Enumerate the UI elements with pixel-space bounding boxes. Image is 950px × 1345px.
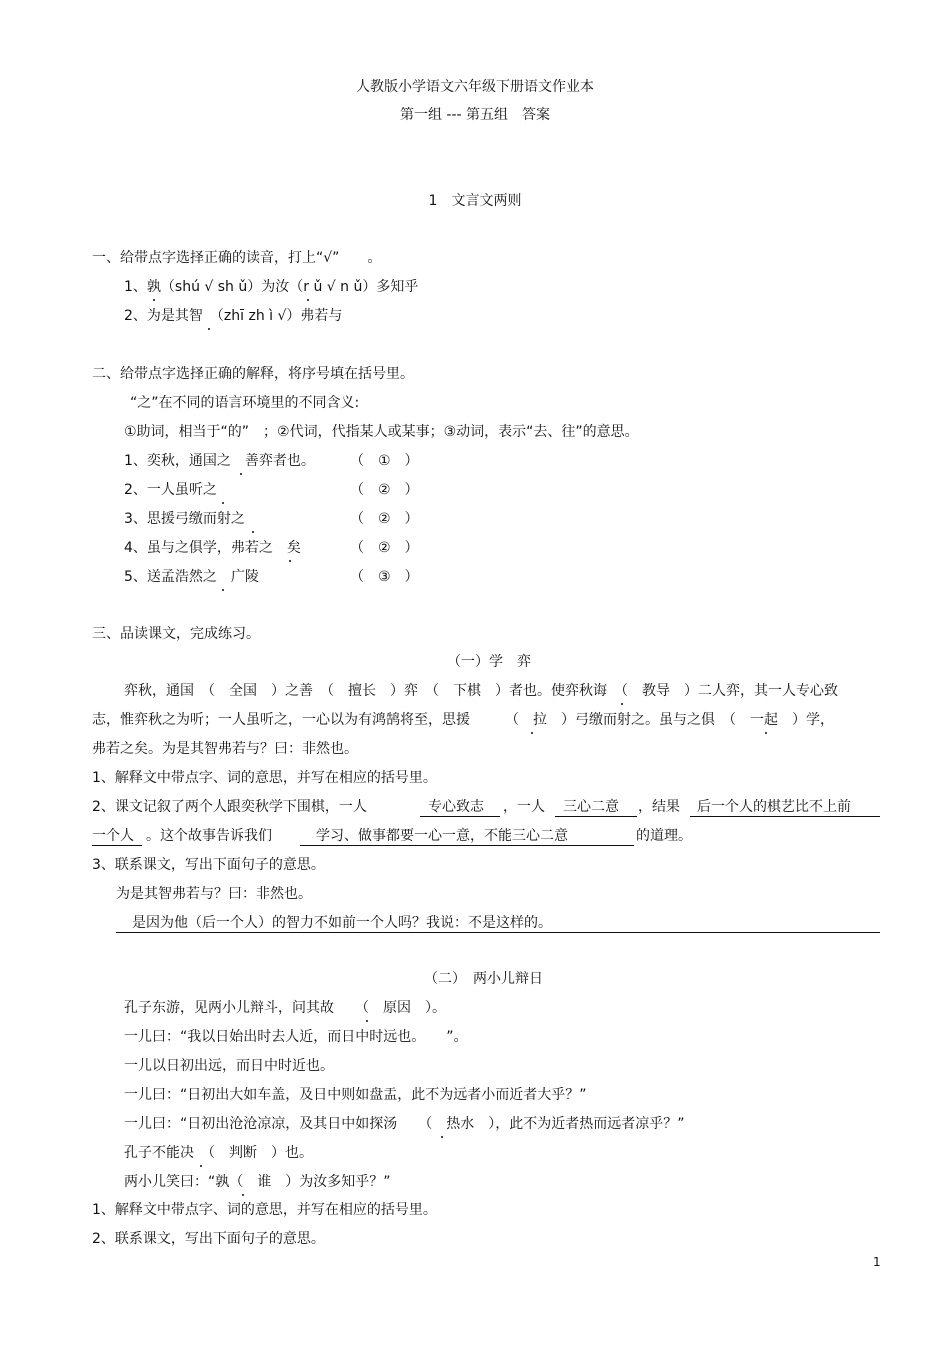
q2-item-5: 5、送孟浩然之 广陵 — [124, 569, 259, 585]
part2-line-2: 一儿曰：“我以日始出时去人近，而日中时远也。 ”。 — [124, 1029, 468, 1045]
answer-blank-3: 后一个人的棋艺比不上前 — [697, 799, 851, 815]
part1-exercise-3-answer: 是因为他（后一个人）的智力不如前一个人吗？我说：不是这样的。 — [132, 915, 552, 931]
part1-exercise-1: 1、解释文中带点字、词的意思，并写在相应的括号里。 — [92, 770, 437, 786]
emphasis-dot — [242, 1194, 244, 1196]
part2-line-1: 孔子东游，见两小儿辩斗，问其故 （ 原因 ）。 — [124, 1000, 446, 1016]
q2-item-2: 2、一人虽听之 — [124, 482, 217, 498]
emphasis-dot — [208, 328, 210, 330]
exercise-2-connector-1: ，一人 — [503, 799, 545, 815]
part2-exercise-1: 1、解释文中带点字、词的意思，并写在相应的括号里。 — [92, 1202, 437, 1218]
emphasis-dot — [252, 531, 254, 533]
part1-exercise-3: 3、联系课文，写出下面句子的意思。 — [92, 857, 325, 873]
part1-para-line-2: 志，惟弈秋之为听；一人虽听之，一心以为有鸿鹄将至，思援 （ 拉 ）弓缴而射之。虽与之俱 （ 一起 ）学， — [92, 712, 834, 728]
q3-title: 三、品读课文，完成练习。 — [92, 626, 260, 642]
answer-blank-4: 学习、做事都要一心一意，不能三心二意 — [316, 828, 568, 844]
emphasis-dot — [441, 1136, 443, 1138]
q2-meanings: ①助词，相当于“的” ；②代词，代指某人或某事；③动词，表示“去、往”的意思。 — [124, 424, 639, 440]
q1-item-1: 1、孰（shú √ sh ǔ）为汝（r ǔ √ n ǔ）多知乎 — [124, 279, 419, 295]
answer-blank-2: 三心二意 — [563, 799, 619, 815]
q2-answer-1: （ ① ） — [350, 453, 419, 469]
part2-heading: （二） 两小儿辩日 — [424, 971, 543, 987]
emphasis-dot — [366, 1020, 368, 1022]
q2-item-1: 1、奕秋，通国之 善弈者也。 — [124, 453, 315, 469]
emphasis-dot — [222, 502, 224, 504]
part1-para-line-1: 弈秋，通国 （ 全国 ）之善 （ 擅长 ）弈 （ 下棋 ）者也。使弈秋诲 （ 教导 ）二人弈，其一人专心致 — [124, 683, 838, 699]
q2-answer-5: （ ③ ） — [350, 569, 419, 585]
q1-title: 一、给带点字选择正确的读音，打上“√” 。 — [92, 250, 382, 266]
emphasis-dot — [153, 299, 155, 301]
q2-answer-3: （ ② ） — [350, 511, 419, 527]
part2-exercise-2: 2、联系课文，写出下面句子的意思。 — [92, 1231, 325, 1247]
emphasis-dot — [240, 473, 242, 475]
q2-answer-4: （ ② ） — [350, 540, 419, 556]
lesson-heading: 1 文言文两则 — [428, 193, 522, 209]
emphasis-dot — [200, 1165, 202, 1167]
page-number: 1 — [873, 1255, 881, 1269]
part2-line-6: 孔子不能决 （ 判断 ）也。 — [124, 1145, 313, 1161]
q2-item-4: 4、虽与之俱学，弗若之 矣 — [124, 540, 301, 556]
part1-exercise-3-question: 为是其智弗若与？曰：非然也。 — [116, 886, 312, 902]
emphasis-dot — [765, 732, 767, 734]
emphasis-dot — [531, 732, 533, 734]
part2-line-5: 一儿曰：“日初出沧沧凉凉，及其日中如探汤 （ 热水 ），此不为近者热而远者凉乎？” — [124, 1116, 685, 1132]
part1-para-line-3: 弗若之矣。为是其智弗若与？曰：非然也。 — [92, 741, 358, 757]
emphasis-dot — [621, 703, 623, 705]
part2-line-7: 两小儿笑曰：“孰（ 谁 ）为汝多知乎？” — [124, 1174, 391, 1190]
emphasis-dot — [289, 560, 291, 562]
part1-exercise-2-text: 2、课文记叙了两个人跟奕秋学下围棋，一人 — [92, 799, 367, 815]
exercise-2-connector-3: 。这个故事告诉我们 — [146, 828, 272, 844]
document-subtitle: 第一组 --- 第五组 答案 — [399, 107, 551, 123]
part2-line-3: 一儿以日初出远，而日中时近也。 — [124, 1058, 334, 1074]
part2-line-4: 一儿曰：“日初出大如车盖，及日中则如盘盂，此不为远者小而近者大乎？” — [124, 1087, 587, 1103]
answer-blank-3-continued: 一个人 — [92, 828, 134, 844]
answer-blank-1: 专心致志 — [428, 799, 484, 815]
q2-intro: “之”在不同的语言环境里的不同含义: — [130, 395, 360, 411]
part1-heading: （一）学 弈 — [447, 654, 531, 670]
q1-item-2: 2、为是其智 （zhī zh ì √）弗若与 — [124, 308, 343, 324]
q2-answer-2: （ ② ） — [350, 482, 419, 498]
emphasis-dot — [307, 299, 309, 301]
exercise-2-connector-2: ，结果 — [638, 799, 680, 815]
q2-item-3: 3、思援弓缴而射之 — [124, 511, 245, 527]
document-title: 人教版小学语文六年级下册语文作业本 — [356, 79, 594, 95]
emphasis-dot — [222, 589, 224, 591]
q2-title: 二、给带点字选择正确的解释，将序号填在括号里。 — [92, 366, 414, 382]
exercise-2-ending: 的道理。 — [636, 828, 692, 844]
